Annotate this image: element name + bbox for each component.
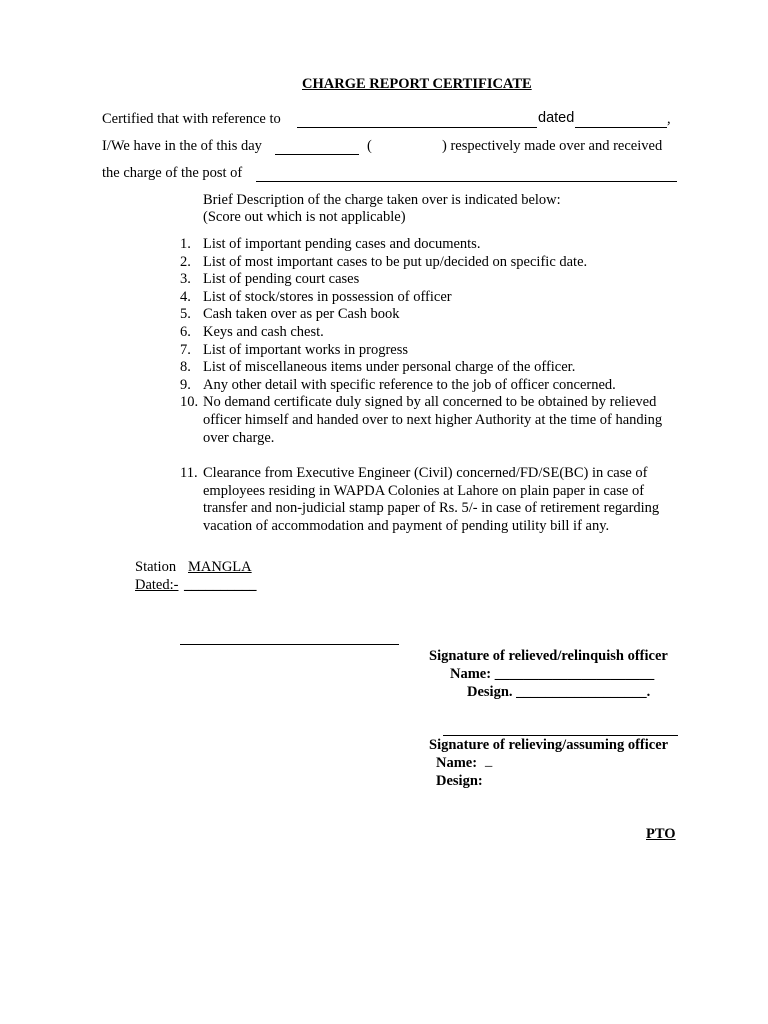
list-spacer — [180, 447, 680, 465]
station-value: MANGLA — [188, 559, 252, 575]
list-item — [180, 359, 680, 377]
list-item — [180, 306, 680, 324]
item-number: 9. — [180, 376, 191, 393]
signature-line-left[interactable] — [180, 644, 399, 645]
dated-footer-label: Dated:- — [135, 577, 179, 593]
score-out-note: (Score out which is not applicable) — [203, 209, 406, 225]
item-number: 6. — [180, 323, 191, 340]
item-text: Any other detail with specific reference to the job of officer concerned. — [203, 376, 616, 393]
made-over-text: ) respectively made over and received — [442, 138, 663, 154]
list-item — [180, 289, 680, 307]
item-number: 11. — [180, 465, 198, 482]
relieving-officer-designation: Design: — [436, 773, 483, 789]
item-text: List of pending court cases — [203, 271, 360, 288]
pto-label: PTO — [646, 826, 676, 842]
item-text: List of stock/stores in possession of officer — [203, 288, 452, 305]
dated-footer-blank[interactable]: __________ — [184, 577, 257, 593]
reference-label: Certified that with reference to — [102, 111, 281, 127]
item-text: List of miscellaneous items under personal charge of the officer. — [203, 359, 576, 376]
list-item — [180, 465, 680, 535]
item-number: 3. — [180, 271, 191, 288]
station-label: Station — [135, 559, 177, 575]
list-item — [180, 271, 680, 289]
list-item — [180, 394, 680, 447]
list-item — [180, 236, 680, 254]
list-item — [180, 377, 680, 395]
reference-blank[interactable] — [297, 127, 537, 128]
signature-line-right[interactable] — [443, 735, 678, 736]
dated-blank[interactable] — [575, 127, 667, 128]
relieving-officer-signature-label: Signature of relieving/assuming officer — [429, 737, 669, 753]
item-text: List of most important cases to be put up/decided on specific date. — [203, 253, 588, 270]
relieved-officer-designation: Design. __________________. — [467, 684, 651, 700]
item-text: Cash taken over as per Cash book — [203, 306, 400, 323]
item-number: 7. — [180, 341, 191, 358]
page-title: CHARGE REPORT CERTIFICATE — [302, 76, 532, 92]
relieving-officer-name-blank[interactable]: _ — [485, 753, 493, 769]
comma: , — [667, 111, 671, 127]
item-text: Clearance from Executive Engineer (Civil) concerned/FD/SE(BC) in case of employees residing in WAPDA Colonies at Lahore on plain paper in case of transfer and non-judicial stamp paper of Rs. 5/- in case of retirement regarding vacation of accommodation and payment of pending utility bill if any. — [203, 465, 660, 534]
list-item — [180, 324, 680, 342]
item-text: No demand certificate duly signed by all concerned to be obtained by relieved officer himself and handed over to next higher Authority at the time of handing over charge. — [203, 394, 663, 446]
charge-items-list — [180, 236, 680, 536]
item-number: 10. — [180, 394, 199, 411]
item-number: 5. — [180, 306, 191, 323]
list-item — [180, 254, 680, 272]
relieved-officer-signature-label: Signature of relieved/relinquish officer — [429, 648, 668, 664]
brief-description: Brief Description of the charge taken over is indicated below: — [203, 192, 561, 208]
item-text: List of important pending cases and documents. — [203, 236, 481, 252]
list-item — [180, 342, 680, 360]
day-label: I/We have in the of this day — [102, 138, 262, 154]
post-label: the charge of the post of — [102, 165, 243, 181]
relieving-officer-name: Name: — [436, 755, 478, 771]
post-blank[interactable] — [256, 181, 677, 182]
day-blank[interactable] — [275, 154, 359, 155]
item-number: 1. — [180, 236, 191, 252]
dated-label: dated — [538, 110, 575, 126]
item-number: 4. — [180, 288, 191, 305]
relieved-officer-name: Name: ______________________ — [450, 666, 655, 682]
item-number: 8. — [180, 359, 191, 376]
open-paren: ( — [367, 138, 372, 154]
item-number: 2. — [180, 253, 191, 270]
item-text: List of important works in progress — [203, 341, 408, 358]
item-text: Keys and cash chest. — [203, 323, 324, 340]
